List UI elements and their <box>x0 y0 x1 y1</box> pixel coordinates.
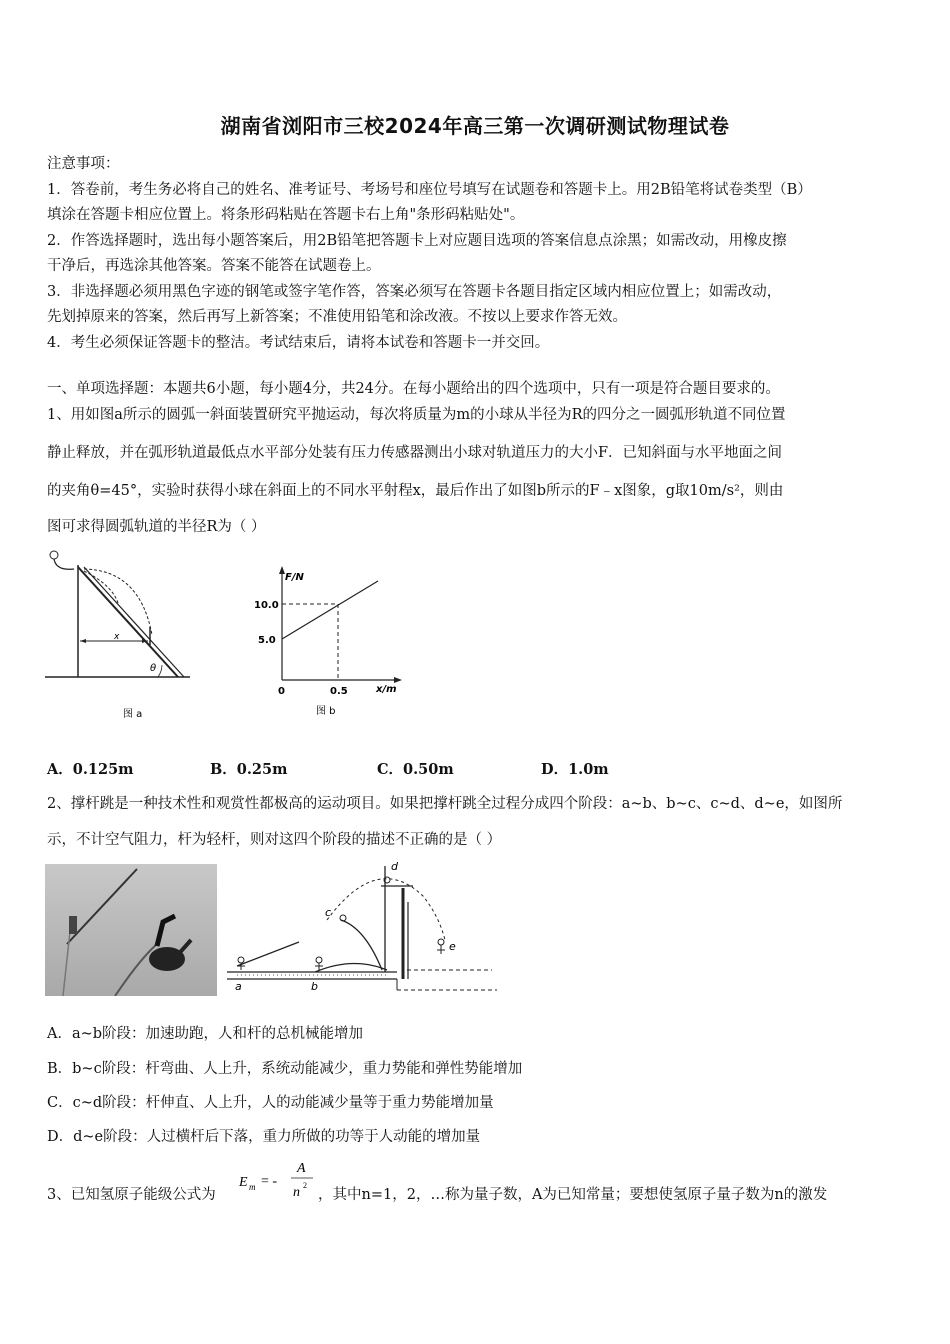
q1-figure-b <box>248 560 408 729</box>
label-a: a <box>235 980 242 993</box>
label-c: c <box>325 906 332 919</box>
formula-sub: m <box>249 1182 256 1192</box>
q2-option-a: A．a~b阶段：加速助跑，人和杆的总机械能增加 <box>47 1026 364 1042</box>
label-e: e <box>449 940 456 953</box>
notice-line: 4．考生必须保证答题卡的整洁。考试结束后，请将本试卷和答题卡一并交回。 <box>47 335 550 351</box>
notice-line: 1．答卷前，考生务必将自己的姓名、准考证号、考场号和座位号填写在试题卷和答题卡上。用2B铅笔将试卷类型（B） <box>47 182 812 198</box>
formula-lhs: E <box>239 1175 248 1190</box>
notice-line: 3．非选择题必须用黑色字迹的钢笔或签字笔作答，答案必须写在答题卡各题目指定区域内相应位置上；如需改动， <box>47 284 782 300</box>
q3-suffix: ，其中n=1，2，…称为量子数，A为已知常量；要想使氢原子量子数为n的激发 <box>318 1187 828 1203</box>
q2-option-b: B．b~c阶段：杆弯曲、人上升，系统动能减少，重力势能和弹性势能增加 <box>47 1061 523 1077</box>
q1-option-c: C．0.50m <box>377 761 454 778</box>
q1-option-b: B．0.25m <box>210 761 288 778</box>
q1-figure-a <box>40 545 200 729</box>
q2-text-line: 示，不计空气阻力，杆为轻杆，则对这四个阶段的描述不正确的是（ ） <box>47 832 502 848</box>
x-tick: 0 <box>278 686 285 697</box>
fig-a-caption: 图 a <box>123 709 143 720</box>
x-label: x <box>114 632 120 642</box>
x-axis-label: x/m <box>376 684 397 695</box>
y-tick: 5.0 <box>258 635 276 646</box>
q2-option-d: D．d~e阶段：人过横杆后下落，重力所做的功等于人动能的增加量 <box>47 1129 481 1145</box>
page-title: 湖南省浏阳市三校2024年高三第一次调研测试物理试卷 <box>220 114 730 138</box>
notice-heading: 注意事项： <box>47 156 120 172</box>
q2-text-line: 2、撑杆跳是一种技术性和观赏性都极高的运动项目。如果把撑杆跳全过程分成四个阶段：a~b、b~c、c~d、d~e，如图所 <box>47 796 843 812</box>
formula-denominator: n <box>293 1185 300 1200</box>
formula-numerator: A <box>297 1161 306 1176</box>
notice-line: 2．作答选择题时，选出每小题答案后，用2B铅笔把答题卡上对应题目选项的答案信息点涂黑；如需改动，用橡皮擦 <box>47 233 787 249</box>
q1-option-d: D．1.0m <box>541 761 609 778</box>
formula-eq: = - <box>261 1174 278 1189</box>
energy-level-formula <box>237 1156 317 1206</box>
label-b: b <box>311 980 318 993</box>
notice-line: 干净后，再选涂其他答案。答案不能答在试题卷上。 <box>47 258 381 274</box>
q1-option-a: A．0.125m <box>47 761 134 778</box>
pole-vault-diagram <box>227 858 497 1002</box>
x-tick: 0.5 <box>330 686 348 697</box>
section-heading: 一、单项选择题：本题共6小题，每小题4分，共24分。在每小题给出的四个选项中，只有一项是符合题目要求的。 <box>47 381 780 397</box>
notice-line: 先划掉原来的答案，然后再写上新答案；不准使用铅笔和涂改液。不按以上要求作答无效。 <box>47 309 627 325</box>
label-d: d <box>391 860 398 873</box>
q1-text-line: 1、用如图a所示的圆弧一斜面装置研究平抛运动，每次将质量为m的小球从半径为R的四分之一圆弧形轨道不同位置 <box>47 407 786 423</box>
theta-label: θ <box>150 663 157 674</box>
notice-line: 填涂在答题卡相应位置上。将条形码粘贴在答题卡右上角"条形码粘贴处"。 <box>47 207 525 223</box>
q2-option-c: C．c~d阶段：杆伸直、人上升，人的动能减少量等于重力势能增加量 <box>47 1095 494 1111</box>
q1-text-line: 静止释放，并在弧形轨道最低点水平部分处装有压力传感器测出小球对轨道压力的大小F．已知斜面与水平地面之间 <box>47 445 783 461</box>
fig-b-caption: 图 b <box>316 706 336 717</box>
q1-text-line: 的夹角θ=45°，实验时获得小球在斜面上的不同水平射程x，最后作出了如图b所示的F﹣x图象，g取10m/s²，则由 <box>47 483 784 499</box>
q3-prefix: 3、已知氢原子能级公式为 <box>47 1187 216 1203</box>
y-axis-label: F/N <box>285 572 304 583</box>
y-tick: 10.0 <box>254 600 279 611</box>
formula-exponent: 2 <box>303 1181 307 1190</box>
pole-vault-photo <box>45 864 217 996</box>
q1-text-line: 图可求得圆弧轨道的半径R为（ ） <box>47 519 266 535</box>
